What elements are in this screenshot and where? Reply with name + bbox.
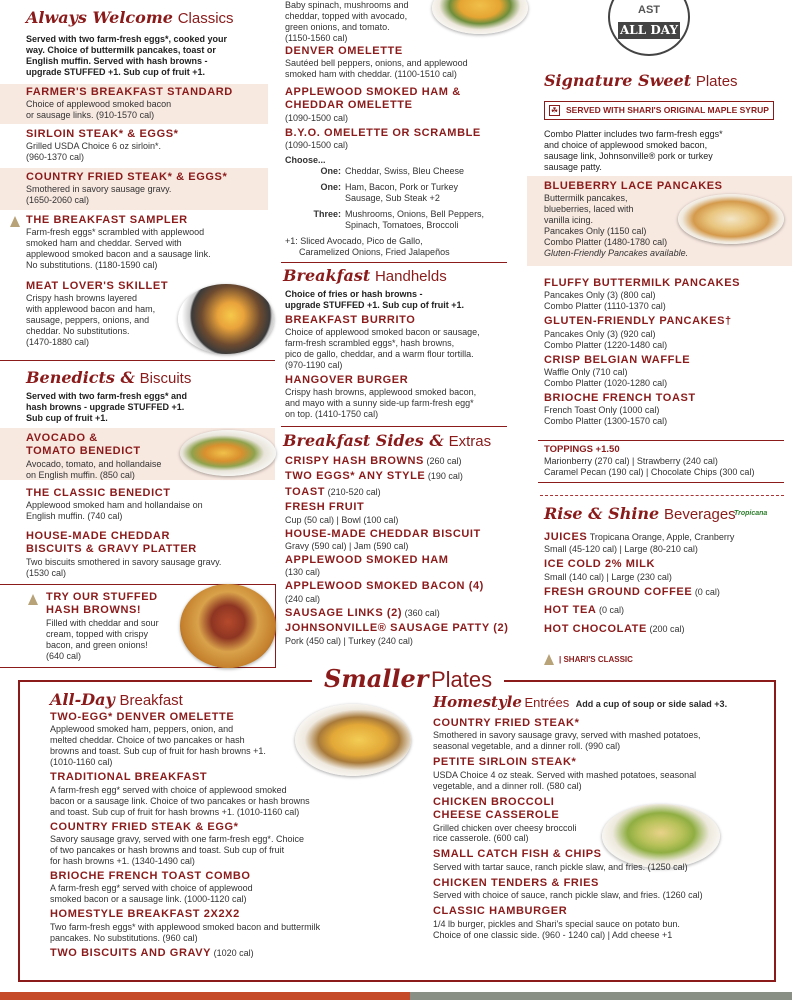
choice-row: Three: Mushrooms, Onions, Bell Peppers, Spinach, Tomatoes, Broccoli	[313, 208, 485, 230]
menu-item: FRESH GROUND COFFEE (0 cal)	[544, 585, 720, 598]
section-title: Signature Sweet Plates	[544, 71, 738, 90]
menu-item: CHICKEN TENDERS & FRIES Served with choice of sauce, ranch pickle slaw, and fries. (1260 cal)	[433, 876, 703, 901]
menu-item: COUNTRY FRIED STEAK* & EGGS* Smothered in savory sausage gravy. (1650-2060 cal)	[26, 171, 228, 206]
menu-item: HOMESTYLE BREAKFAST 2X2X2 Two farm-fresh eggs* with applewood smoked bacon and buttermilk pancakes. No substitutions. (960 cal)	[50, 908, 321, 943]
choose-label: Choose...	[285, 155, 326, 165]
footer-strip-left	[0, 992, 410, 1000]
omelette-photo	[432, 0, 528, 34]
menu-item: BREAKFAST BURRITO Choice of applewood smoked bacon or sausage, farm-fresh scrambled eggs*, hash browns, pico de gallo, cheddar, and a warm flour tortilla. (970-1190 cal)	[285, 314, 480, 371]
menu-item: CLASSIC HAMBURGER 1/4 lb burger, pickles and Shari's special sauce on potato bun. Choice of one classic side. (960 - 1240 cal) | Add cheese +1	[433, 905, 680, 940]
menu-item: SIRLOIN STEAK* & EGGS* Grilled USDA Choice 6 oz sirloin*. (960-1370 cal)	[26, 128, 179, 163]
menu-item: JOHNSONVILLE® SAUSAGE PATTY (2) Pork (450 cal) | Turkey (240 cal)	[285, 622, 509, 646]
pancakes-photo	[678, 194, 784, 244]
benedict-photo	[180, 430, 276, 476]
section-title: Rise & Shine Beverages	[544, 504, 736, 523]
shari-classic-icon	[544, 654, 554, 665]
stuffed-hashbrowns-promo: TRY OUR STUFFED HASH BROWNS! Filled with cheddar and sour cream, topped with crispy bacon, and green onions! (640 cal)	[46, 591, 159, 661]
menu-item: COUNTRY FRIED STEAK & EGG* Savory sausage gravy, served with one farm-fresh egg*. Choice of two pancakes or hash browns and toast. Sub cup of fruit for hash browns +1. (1340-1490 cal)	[50, 820, 304, 866]
menu-item: SMALL CATCH FISH & CHIPS Served with tartar sauce, ranch pickle slaw, and fries. (1250 cal)	[433, 848, 688, 872]
smaller-plates-title: Smaller Plates	[312, 664, 504, 694]
menu-item: PETITE SIRLOIN STEAK* USDA Choice 4 oz steak. Served with mashed potatoes, seasonal vegetable, and a dinner roll. (580 cal)	[433, 756, 697, 791]
section-title: Breakfast Handhelds	[283, 266, 447, 285]
shari-classic-icon	[10, 216, 20, 227]
menu-item: GLUTEN-FRIENDLY PANCAKES† Pancakes Only (3) (920 cal) Combo Platter (1220-1480 cal)	[544, 315, 732, 350]
section-intro: Choice of fries or hash browns - upgrade STUFFED +1. Sub cup of fruit +1.	[285, 289, 465, 310]
section-title: All-Day Breakfast	[50, 690, 183, 709]
all-day-list	[50, 711, 370, 960]
choice-row: One: Cheddar, Swiss, Bleu Cheese	[320, 166, 465, 176]
menu-item: BRIOCHE FRENCH TOAST French Toast Only (1000 cal) Combo Platter (1300-1570 cal)	[544, 392, 696, 427]
menu-item: CHICKEN BROCCOLI CHEESE CASSEROLE Grilled chicken over cheesy broccoli rice casserole. (600 cal)	[433, 795, 577, 844]
menu-item: APPLEWOOD SMOKED HAM & CHEDDAR OMELETTE (1090-1500 cal)	[285, 86, 461, 123]
omelette-choices: One: Cheddar, Swiss, Bleu Cheese One: Ham, Bacon, Pork or Turkey Sausage, Sub Steak +2 Three: Mushrooms, Onions, Bell Peppers, Spinach, Tomatoes, Broccoli +1: Sliced Avocado, Pico de Gallo, Caramelized Onions, Fried Jalapeños	[285, 166, 515, 258]
menu-item: TWO BISCUITS AND GRAVY (1020 cal)	[50, 946, 254, 959]
menu-item: THE BREAKFAST SAMPLER Farm-fresh eggs* scrambled with applewood smoked ham and cheddar. Served with applewood smoked bacon and a sausage link. No substitutions. (1180-1590 cal)	[26, 214, 211, 271]
menu-item: AVOCADO & TOMATO BENEDICT Avocado, tomato, and hollandaise on English muffin. (850 cal)	[26, 432, 162, 480]
section-intro: Served with two farm-fresh eggs*, cooked your way. Choice of buttermilk pancakes, toast or English muffin. Served with hash browns - upgrade STUFFED +1. Sub cup of fruit +1.	[26, 34, 228, 77]
omelette-top-item: Baby spinach, mushrooms and cheddar, topped with avocado, green onions, and tomato. (1150-1560 cal)	[285, 0, 409, 43]
menu-item: THE CLASSIC BENEDICT Applewood smoked ham and hollandaise on English muffin. (740 cal)	[26, 487, 203, 522]
tropicana-logo: Tropicana	[734, 510, 768, 517]
menu-item: FLUFFY BUTTERMILK PANCAKES Pancakes Only (3) (800 cal) Combo Platter (1110-1370 cal)	[544, 277, 741, 312]
section-intro: Served with two farm-fresh eggs* and hash browns - upgrade STUFFED +1. Sub cup of fruit +1.	[26, 391, 188, 423]
always-welcome-section	[26, 8, 276, 29]
choice-row: One: Ham, Bacon, Pork or Turkey Sausage, Sub Steak +2	[320, 181, 459, 203]
footer-strip-right	[410, 992, 792, 1000]
menu-item: TWO EGGS* ANY STYLE (190 cal)	[285, 470, 463, 483]
all-day-badge: AST ALL DAY	[608, 0, 690, 56]
menu-item: B.Y.O. OMELETTE OR SCRAMBLE (1090-1500 cal)	[285, 127, 481, 151]
section-title: Benedicts & Biscuits	[26, 368, 192, 387]
divider	[540, 495, 784, 496]
divider	[281, 426, 507, 427]
menu-item: HOT TEA (0 cal)	[544, 604, 625, 617]
pancake-list	[544, 277, 784, 427]
divider	[0, 360, 275, 361]
menu-item: APPLEWOOD SMOKED BACON (4) (240 cal)	[285, 580, 484, 604]
menu-item: CRISPY HASH BROWNS (260 cal)	[285, 455, 462, 467]
toppings-box: TOPPINGS +1.50 Marionberry (270 cal) | Strawberry (240 cal) Caramel Pecan (190 cal) | Chocolate Chips (300 cal)	[538, 440, 784, 483]
menu-item: COUNTRY FRIED STEAK* Smothered in savory sausage gravy, served with mashed potatoes, seasonal vegetable, and a dinner roll. (990 cal)	[433, 717, 701, 752]
menu-item: CRISP BELGIAN WAFFLE Waffle Only (710 cal) Combo Platter (1020-1280 cal)	[544, 353, 691, 389]
menu-item: HANGOVER BURGER Crispy hash browns, applewood smoked bacon, and mayo with a sunny side-up farm-fresh egg* on top. (1410-1750 cal)	[285, 374, 477, 420]
shari-classic-icon	[28, 594, 38, 605]
homestyle-list	[433, 717, 763, 941]
section-intro: Combo Platter includes two farm-fresh eggs* and choice of applewood smoked bacon, sausage link, Johnsonville® pork or turkey sausage patty.	[544, 129, 723, 172]
menu-item: SAUSAGE LINKS (2) (360 cal)	[285, 606, 440, 619]
section-title: Always Welcome Classics	[26, 8, 234, 27]
homestyle-header: Homestyle Entrées Add a cup of soup or side salad +3.	[433, 693, 728, 711]
menu-item: MEAT LOVER'S SKILLET Crispy hash browns layered with applewood bacon and ham, sausage, peppers, onions, and cheddar. No substitutions. (1470-1880 cal)	[26, 280, 169, 348]
menu-item: ICE COLD 2% MILK Small (140 cal) | Large (230 cal)	[544, 558, 672, 582]
maple-leaf-icon: ☘	[550, 106, 559, 115]
sides-list	[285, 455, 515, 647]
menu-item: BLUEBERRY LACE PANCAKES Buttermilk pancakes, blueberries, laced with vanilla icing. Pancakes Only (1150 cal) Combo Platter (1480-1780 cal) Gluten-Friendly Pancakes available.	[544, 180, 723, 259]
menu-item: TWO-EGG* DENVER OMELETTE Applewood smoked ham, peppers, onion, and melted cheddar. Choice of two pancakes or hash browns and toast. Sub cup of fruit for hash browns +1. (1010-1160 cal)	[50, 711, 266, 768]
menu-item: APPLEWOOD SMOKED HAM (130 cal)	[285, 553, 449, 578]
beverages-list	[544, 531, 784, 636]
section-title: Breakfast Sides & Extras	[283, 431, 492, 450]
skillet-photo	[178, 284, 274, 354]
menu-item: HOUSE-MADE CHEDDAR BISCUITS & GRAVY PLATTER Two biscuits smothered in savory sausage gravy. (1530 cal)	[26, 530, 222, 578]
menu-item: DENVER OMELETTE Sautéed bell peppers, onions, and applewood smoked ham with cheddar. (1100-1510 cal)	[285, 45, 468, 80]
menu-item: HOUSE-MADE CHEDDAR BISCUIT Gravy (590 cal) | Jam (590 cal)	[285, 527, 481, 551]
legend: | SHARI'S CLASSIC	[544, 654, 633, 665]
menu-item: JUICES Tropicana Orange, Apple, Cranberry Small (45-120 cal) | Large (80-210 cal)	[544, 531, 735, 555]
menu-item: TRADITIONAL BREAKFAST A farm-fresh egg* served with choice of applewood smoked bacon or a sausage link. Choice of two pancakes or hash browns and toast. Sub cup of fruit for hash browns +1. (1010-1160 cal)	[50, 771, 310, 817]
menu-item: BRIOCHE FRENCH TOAST COMBO A farm-fresh egg* served with choice of applewood smoked bacon or a sausage link. (1000-1120 cal)	[50, 869, 253, 905]
maple-syrup-banner: ☘ SERVED WITH SHARI'S ORIGINAL MAPLE SYRUP	[544, 101, 774, 120]
menu-item: FRESH FRUIT Cup (50 cal) | Bowl (100 cal)	[285, 501, 399, 525]
menu-item: TOAST (210-520 cal)	[285, 485, 381, 498]
menu-item: FARMER'S BREAKFAST STANDARD Choice of applewood smoked bacon or sausage links. (910-1570 cal)	[26, 86, 233, 121]
menu-item: HOT CHOCOLATE (200 cal)	[544, 622, 685, 635]
hashbrowns-photo	[180, 584, 276, 668]
divider	[281, 262, 507, 263]
